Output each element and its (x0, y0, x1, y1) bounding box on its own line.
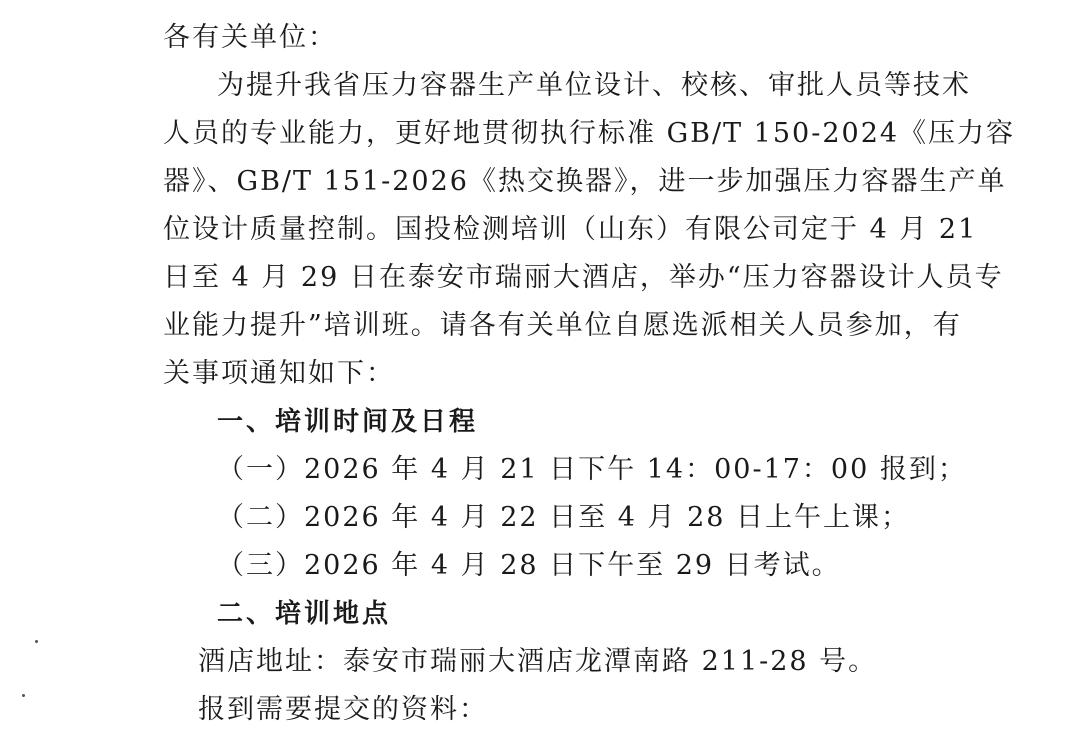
salutation: 各有关单位： (163, 22, 337, 53)
materials-label: 报到需要提交的资料： (198, 694, 488, 725)
hotel-address: 酒店地址：泰安市瑞丽大酒店龙潭南路 211-28 号。 (198, 646, 878, 677)
intro-line-3: 器》、GB/T 151-2026《热交换器》，进一步加强压力容器生产单 (163, 166, 1007, 197)
intro-line-6: 业能力提升”培训班。请各有关单位自愿选派相关人员参加，有 (163, 310, 962, 341)
intro-line-7: 关事项通知如下： (163, 358, 395, 389)
scan-speck (35, 640, 38, 643)
intro-line-1: 为提升我省压力容器生产单位设计、校核、审批人员等技术 (217, 70, 971, 101)
intro-line-4: 位设计质量控制。国投检测培训（山东）有限公司定于 4 月 21 (163, 214, 978, 245)
section1-heading: 一、培训时间及日程 (217, 407, 479, 437)
schedule-item-2: （二）2026 年 4 月 22 日至 4 月 28 日上午上课； (217, 502, 911, 533)
schedule-item-1: （一）2026 年 4 月 21 日下午 14：00-17：00 报到； (217, 454, 967, 485)
schedule-item-3: （三）2026 年 4 月 28 日下午至 29 日考试。 (217, 550, 841, 581)
scan-speck (22, 694, 25, 697)
intro-line-2: 人员的专业能力，更好地贯彻执行标准 GB/T 150-2024《压力容 (163, 118, 1016, 149)
intro-line-5: 日至 4 月 29 日在泰安市瑞丽大酒店，举办“压力容器设计人员专 (163, 262, 1004, 293)
section2-heading: 二、培训地点 (217, 599, 392, 629)
